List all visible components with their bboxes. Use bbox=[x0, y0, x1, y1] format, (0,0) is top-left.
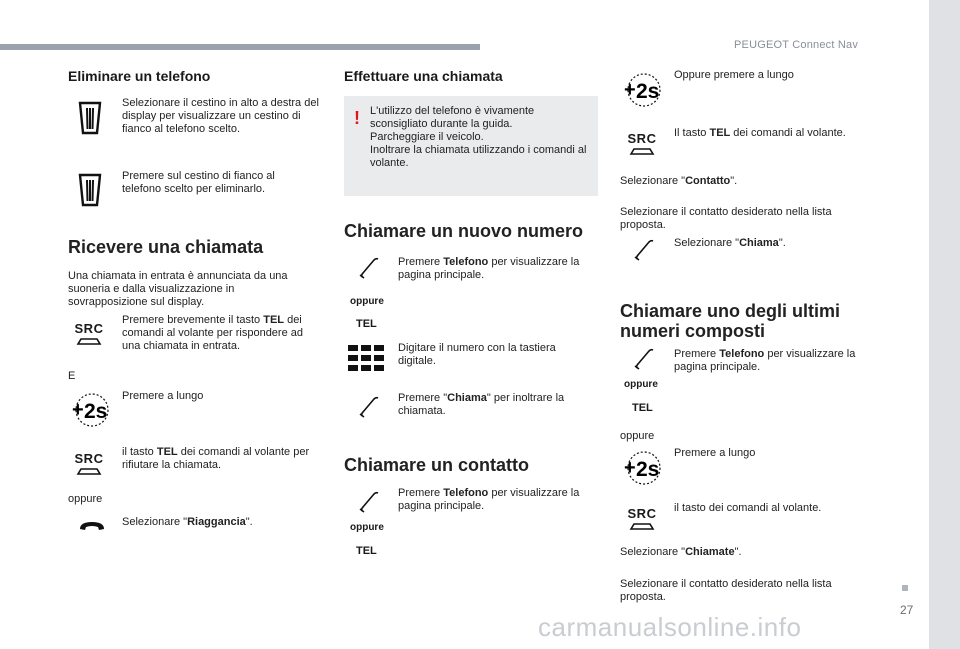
eliminare-title: Eliminare un telefono bbox=[68, 68, 211, 84]
phone-handset-icon bbox=[632, 345, 656, 373]
tel-label: TEL bbox=[356, 318, 377, 330]
ricevere-title: Ricevere una chiamata bbox=[68, 237, 264, 257]
col3-step-4: Selezionare il contatto desiderato nella lista proposta. bbox=[620, 206, 832, 231]
src-button-icon: SRC bbox=[620, 128, 664, 160]
warning-text: L'utilizzo del telefono è vivamente sconsigliato durante la guida. Parcheggiare il veicolo. Inoltrare la chiamata utilizzando i comandi al volante. bbox=[370, 105, 587, 169]
page-number: 27 bbox=[900, 603, 914, 617]
header-title: PEUGEOT Connect Nav bbox=[734, 39, 859, 51]
warning-box bbox=[344, 96, 598, 196]
long-press-2s-icon bbox=[66, 392, 112, 428]
tel-label: TEL bbox=[632, 402, 653, 414]
ricevere-step-2: Premere a lungo bbox=[122, 390, 204, 402]
nuovo-step-1: Premere Telefono per visualizzare la pagina principale. bbox=[398, 256, 580, 281]
eliminare-step-1: Selezionare il cestino in alto a destra del display per visualizzare un cestino di fianco al telefono scelto. bbox=[122, 97, 319, 135]
src-button-icon: SRC bbox=[620, 503, 664, 535]
svg-text:+: + bbox=[624, 79, 636, 101]
hold-2s-label: 2s bbox=[84, 400, 108, 423]
svg-text:+: + bbox=[624, 457, 636, 479]
src-button-icon: SRC bbox=[67, 448, 111, 480]
nuovo-title: Chiamare un nuovo numero bbox=[344, 221, 584, 241]
ultimi-step-4: Selezionare "Chiamate". bbox=[620, 546, 742, 558]
tel-label: TEL bbox=[356, 545, 377, 557]
ultimi-step-5: Selezionare il contatto desiderato nella lista proposta. bbox=[620, 578, 832, 603]
nuovo-step-3: Premere "Chiama" per inoltrare la chiamata. bbox=[398, 392, 565, 417]
svg-text:+: + bbox=[72, 399, 84, 421]
col3-step-5: Selezionare "Chiama". bbox=[674, 237, 786, 249]
continuation-marker bbox=[902, 585, 908, 591]
warning-icon: ! bbox=[354, 108, 360, 128]
ultimi-step-3: il tasto dei comandi al volante. bbox=[674, 502, 822, 514]
ricevere-e-label: E bbox=[68, 370, 76, 382]
keypad-icon bbox=[348, 345, 386, 371]
effettuare-title: Effettuare una chiamata bbox=[344, 68, 503, 84]
nuovo-step-2: Digitare il numero con la tastiera digitale. bbox=[398, 342, 556, 367]
phone-handset-icon bbox=[357, 488, 381, 516]
ultimi-step-1: Premere Telefono per visualizzare la pagina principale. bbox=[674, 348, 856, 373]
long-press-2s-icon bbox=[618, 72, 664, 108]
ultimi-oppure-icon: oppure bbox=[624, 379, 658, 390]
page-sidebar bbox=[929, 0, 960, 649]
col3-step-2: Il tasto TEL dei comandi al volante. bbox=[674, 127, 846, 139]
svg-text:2s: 2s bbox=[636, 458, 660, 481]
eliminare-step-2: Premere sul cestino di fianco al telefono scelto per eliminarlo. bbox=[122, 170, 275, 195]
svg-text:2s: 2s bbox=[636, 80, 660, 103]
ricevere-step-3: il tasto TEL dei comandi al volante per rifiutare la chiamata. bbox=[122, 446, 310, 471]
ultimi-oppure: oppure bbox=[620, 430, 655, 442]
ricevere-step-4: Selezionare "Riaggancia". bbox=[122, 516, 253, 528]
phone-handset-icon bbox=[357, 254, 381, 282]
col3-step-3: Selezionare "Contatto". bbox=[620, 175, 738, 187]
trash-icon bbox=[76, 170, 104, 210]
nuovo-oppure: oppure bbox=[350, 296, 384, 307]
phone-handset-icon bbox=[357, 393, 381, 421]
contatto-title: Chiamare un contatto bbox=[344, 455, 530, 475]
contatto-oppure: oppure bbox=[350, 522, 384, 533]
col3-step-1: Oppure premere a lungo bbox=[674, 69, 794, 81]
ricevere-intro: Una chiamata in entrata è annunciata da una suoneria e dalla visualizzazione in sovrapposizione sul display. bbox=[68, 270, 288, 308]
ultimi-step-2: Premere a lungo bbox=[674, 447, 756, 459]
hangup-icon bbox=[74, 516, 110, 536]
ricevere-oppure: oppure bbox=[68, 493, 103, 505]
trash-icon bbox=[76, 98, 104, 138]
src-button-icon: SRC bbox=[67, 318, 111, 350]
header-bar bbox=[0, 44, 480, 50]
ultimi-title: Chiamare uno degli ultimi numeri composti bbox=[620, 301, 841, 341]
watermark: carmanualsonline.info bbox=[538, 612, 802, 642]
contatto-step-1: Premere Telefono per visualizzare la pagina principale. bbox=[398, 487, 580, 512]
phone-handset-icon bbox=[632, 236, 656, 264]
long-press-2s-icon bbox=[618, 450, 664, 486]
ricevere-step-1: Premere brevemente il tasto TEL dei comandi al volante per rispondere ad una chiamata in entrata. bbox=[122, 314, 304, 352]
